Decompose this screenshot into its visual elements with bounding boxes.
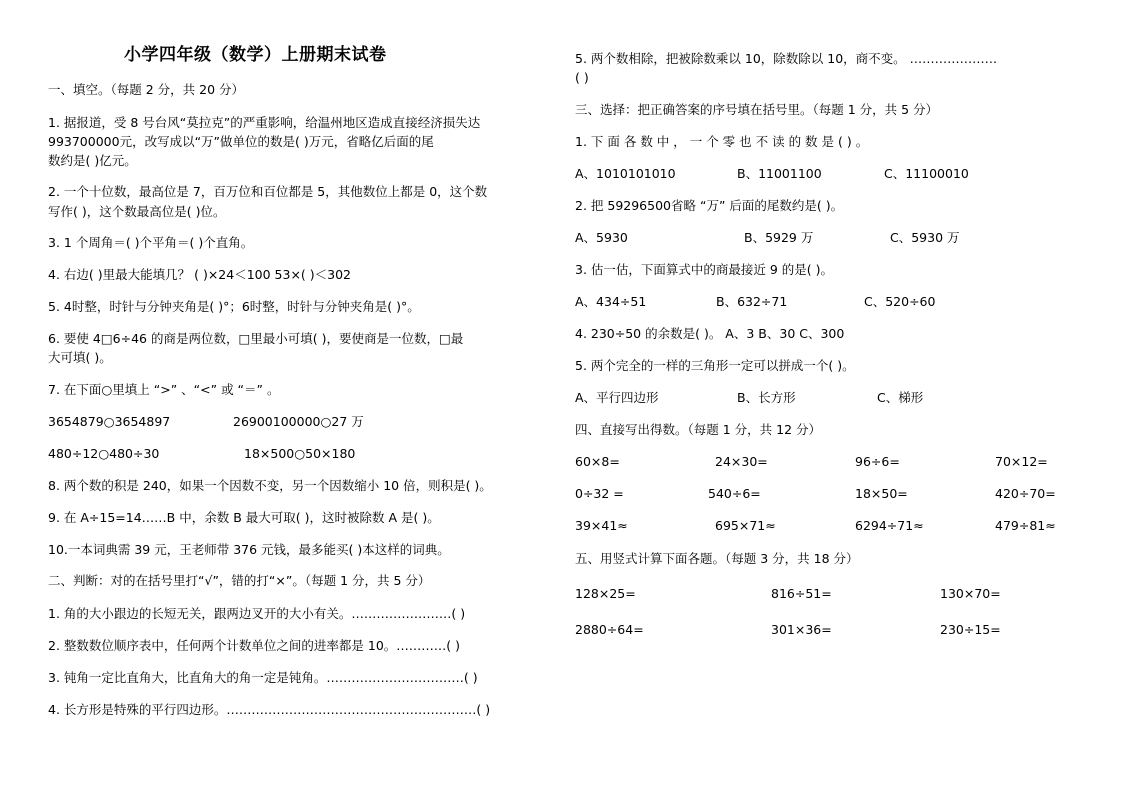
choice-option: A、1010101010 (575, 166, 676, 181)
vertical-calc-item: 2880÷64= (575, 622, 644, 637)
choice-option: A、434÷51 (575, 294, 647, 309)
vertical-calc-item: 128×25= (575, 586, 636, 601)
choice-option: C、5930 万 (890, 230, 960, 245)
choice-option: C、11100010 (884, 166, 969, 181)
choice-question-2: 2. 把 59296500省略 “万” 后面的尾数约是( )。 (575, 198, 844, 213)
judge-question-5-line-1: 5. 两个数相除，把被除数乘以 10，除数除以 10，商不变。 ………………… (575, 51, 998, 66)
question-10: 10.一本词典需 39 元，王老师带 376 元钱，最多能买( )本这样的词典。 (48, 542, 450, 557)
oral-item: 70×12= (995, 454, 1048, 469)
question-2-line-1: 2. 一个十位数，最高位是 7，百万位和百位都是 5，其他数位上都是 0，这个数 (48, 184, 488, 199)
compare-item: 480÷12○480÷30 (48, 446, 160, 461)
judge-question-1: 1. 角的大小跟边的长短无关，跟两边叉开的大小有关。……………………( ) (48, 606, 466, 621)
choice-option: A、平行四边形 (575, 390, 659, 405)
oral-item: 0÷32 = (575, 486, 624, 501)
question-3: 3. 1 个周角＝( )个平角＝( )个直角。 (48, 235, 254, 250)
oral-item: 540÷6= (708, 486, 761, 501)
question-4: 4. 右边( )里最大能填几？ ( )×24＜100 53×( )＜302 (48, 267, 352, 282)
question-7: 7. 在下面○里填上 “>” 、“<” 或 “＝” 。 (48, 382, 280, 397)
judge-question-3: 3. 钝角一定比直角大，比直角大的角一定是钝角。……………………………( ) (48, 670, 478, 685)
choice-question-3: 3. 估一估，下面算式中的商最接近 9 的是( )。 (575, 262, 834, 277)
question-9: 9. 在 A÷15=14……B 中，余数 B 最大可取( )，这时被除数 A 是( )。 (48, 510, 440, 525)
section-3-heading: 三、选择：把正确答案的序号填在括号里。（每题 1 分，共 5 分） (575, 102, 939, 117)
compare-item: 18×500○50×180 (244, 446, 356, 461)
question-5: 5. 4时整，时针与分钟夹角是( )°；6时整，时针与分钟夹角是( )°。 (48, 299, 420, 314)
choice-question-1: 1. 下 面 各 数 中 ， 一 个 零 也 不 读 的 数 是 ( ) 。 (575, 134, 869, 149)
compare-item: 3654879○3654897 (48, 414, 171, 429)
choice-option: C、520÷60 (864, 294, 936, 309)
oral-item: 695×71≈ (715, 518, 776, 533)
question-6-line-1: 6. 要使 4□6÷46 的商是两位数，□里最小可填( )，要使商是一位数，□最 (48, 331, 464, 346)
section-2-heading: 二、判断：对的在括号里打“√”，错的打“×”。（每题 1 分，共 5 分） (48, 573, 431, 588)
oral-item: 479÷81≈ (995, 518, 1056, 533)
choice-option: B、5929 万 (744, 230, 814, 245)
question-1-line-1: 1. 据报道，受 8 号台风“莫拉克”的严重影响，给温州地区造成直接经济损失达 (48, 115, 481, 130)
choice-question-5: 5. 两个完全的一样的三角形一定可以拼成一个( )。 (575, 358, 855, 373)
vertical-calc-item: 301×36= (771, 622, 832, 637)
choice-option: B、11001100 (737, 166, 822, 181)
judge-question-4: 4. 长方形是特殊的平行四边形。……………………………………………………( ) (48, 702, 491, 717)
oral-item: 24×30= (715, 454, 768, 469)
choice-option: C、梯形 (877, 390, 924, 405)
oral-item: 18×50= (855, 486, 908, 501)
judge-question-2: 2. 整数数位顺序表中，任何两个计数单位之间的进率都是 10。…………( ) (48, 638, 461, 653)
oral-item: 420÷70= (995, 486, 1056, 501)
oral-item: 96÷6= (855, 454, 900, 469)
judge-question-5-line-2: ( ) (575, 70, 589, 85)
section-1-heading: 一、填空。（每题 2 分，共 20 分） (48, 82, 245, 97)
question-6-line-2: 大可填( )。 (48, 350, 112, 365)
vertical-calc-item: 816÷51= (771, 586, 832, 601)
vertical-calc-item: 230÷15= (940, 622, 1001, 637)
choice-option: A、5930 (575, 230, 628, 245)
choice-question-4: 4. 230÷50 的余数是( )。 A、3 B、30 C、300 (575, 326, 845, 341)
question-1-line-3: 数约是( )亿元。 (48, 153, 137, 168)
choice-option: B、632÷71 (716, 294, 788, 309)
question-1-line-2: 993700000元，改写成以“万”做单位的数是( )万元，省略亿后面的尾 (48, 134, 434, 149)
choice-option: B、长方形 (737, 390, 796, 405)
question-2-line-2: 写作( )，这个数最高位是( )位。 (48, 204, 226, 219)
question-8: 8. 两个数的积是 240，如果一个因数不变，另一个因数缩小 10 倍，则积是( )。 (48, 478, 492, 493)
oral-item: 60×8= (575, 454, 620, 469)
section-5-heading: 五、用竖式计算下面各题。（每题 3 分，共 18 分） (575, 551, 859, 566)
compare-item: 26900100000○27 万 (233, 414, 364, 429)
oral-item: 39×41≈ (575, 518, 628, 533)
section-4-heading: 四、直接写出得数。（每题 1 分，共 12 分） (575, 422, 822, 437)
oral-item: 6294÷71≈ (855, 518, 924, 533)
vertical-calc-item: 130×70= (940, 586, 1001, 601)
page-title: 小学四年级（数学）上册期末试卷 (124, 45, 387, 65)
